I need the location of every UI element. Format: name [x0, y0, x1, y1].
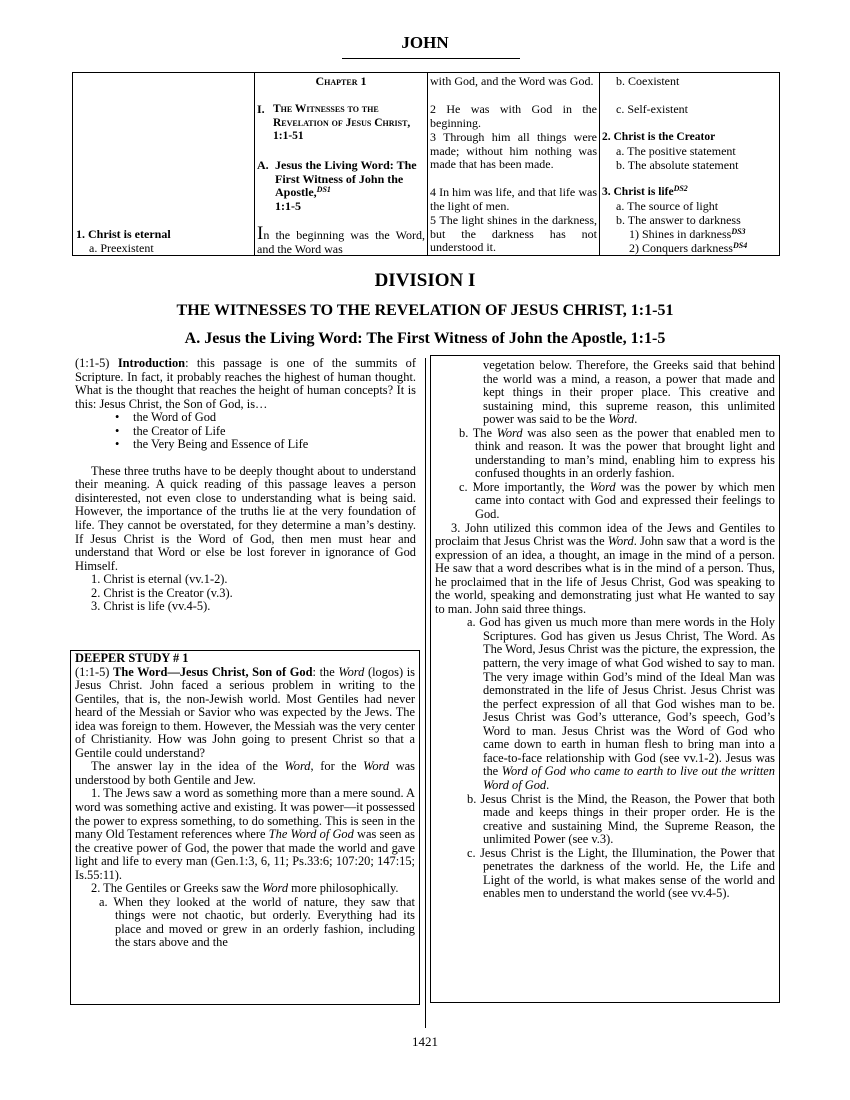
intro-point: 1. Christ is eternal (vv.1-2).: [91, 572, 228, 587]
outline-section-title: Jesus the Living Word: The First Witness of John the Apostle,: [275, 158, 417, 200]
outline-point-3b1-text: 1) Shines in darkness: [629, 227, 732, 241]
continued-subpoint: [435, 481, 775, 522]
outline-table: [72, 72, 780, 256]
section-title: THE WITNESSES TO THE REVELATION OF JESUS CHRIST, 1:1-51: [176, 302, 674, 319]
outline-point-3b1: [629, 228, 779, 242]
intro-block: [75, 357, 416, 614]
text-run: . John saw that a word is the expression of an idea, a thought, an image in the mind of a person. He saw that a word describes what is in the mind of a person. Thus, he proclaimed that in the life of Jesus Christ, God was speaking to the world, speaking and demonstrating just what He wanted to say to man. John said three things.: [435, 534, 775, 616]
intro-point: 3. Christ is life (vv.4-5).: [91, 599, 211, 614]
verse-1-dropcap: I: [257, 223, 264, 244]
text-run: (logos) is Jesus Christ. John faced a serious problem in writing to the Gentiles, that is, the non-Jewish world. Most Gentiles had never heard of the Messiah or Savior who was expected by the Jews. The idea was foreign to them. However, the Messiah was the very center of Christianity. How was John going to present Christ so that a Gentile could understand?: [75, 664, 415, 760]
verse-1-cont: with God, and the Word was God.: [430, 74, 594, 88]
division-title: DIVISION I: [374, 270, 476, 291]
text-run: was understood by both Gentile and Jew.: [75, 759, 415, 787]
italic-term: Word: [608, 412, 635, 427]
text-run: was the power by which men came into contact with God and expressed their feelings to God.: [475, 479, 775, 522]
outline-point-2a: a. The positive statement: [616, 144, 736, 158]
outline-chapter: Chapter 1: [315, 74, 367, 88]
italic-term: The Word of God: [268, 827, 354, 842]
deeper-study-paragraph: [75, 882, 415, 896]
outline-point-3a: a. The source of light: [616, 199, 719, 213]
text-run: : the: [312, 664, 339, 679]
outline-point-1b: b. Coexistent: [616, 74, 680, 88]
intro-paragraph: [75, 357, 416, 411]
verse-5: 5 The light shines in the darkness, but the darkness has not understood it.: [430, 213, 597, 255]
continued-subpoint: [435, 616, 775, 792]
intro-text: : this passage is one of the summits of Scripture. In fact, it probably reaches the highest of human thought. What is the thought that reaches the height of human concepts? It is this: Jesus Christ, the Son of God, is…: [75, 356, 416, 411]
italic-term: Word of God who came to earth to live out the written Word of God: [483, 764, 775, 792]
intro-ref: (1:1-5): [75, 356, 110, 370]
header-rule: [342, 58, 520, 59]
outline-point-3b1-ds: DS3: [731, 227, 746, 236]
outline-divider: [599, 73, 600, 255]
page-number: 1421: [412, 1034, 438, 1049]
intro-point: 2. Christ is the Creator (v.3).: [91, 585, 233, 600]
verse-1-text: n the beginning was the Word, and the Word was: [257, 228, 425, 256]
intro-paragraph-2: These three truths have to be deeply thought about to understand their meaning. A quick reading of this passage leaves a person disinterested, not even close to understanding what is being said. However, the importance of the truths lie at the very foundation of life. They cannot be overstated, for they determine a man’s destiny. If Jesus Christ is the Word of God, then men must hear and understand that Word or else be lost forever in ignorance of God Himself.: [75, 463, 416, 573]
text-run: more philosophically.: [288, 881, 399, 896]
italic-term: Word: [284, 759, 311, 774]
italic-term: Word: [607, 534, 634, 549]
intro-label: Introduction: [117, 356, 186, 370]
deeper-study-subpoint: a. When they looked at the world of nature, they saw that things were not chaotic, but orderly. Everything had its place and moved or grew in an orderly fashion, including the stars above and the: [99, 894, 415, 950]
outline-point-1c: c. Self-existent: [616, 102, 688, 116]
deeper-study-continued-box: [430, 355, 780, 1003]
continued-paragraph: [435, 522, 775, 617]
outline-divider: [254, 73, 255, 255]
subsection-title: A. Jesus the Living Word: The First Witness of John the Apostle, 1:1-5: [184, 330, 666, 347]
continued-subpoint: b. Jesus Christ is the Mind, the Reason, the Power that both made and keeps things in their proper order. He is the creative and sustaining Mind, the Supreme Reason, the unlimited Power (see v.3).: [467, 791, 775, 847]
italic-term: Word: [363, 759, 390, 774]
deeper-study-box: [70, 650, 420, 1005]
text-run: .: [634, 412, 638, 427]
outline-part: [257, 103, 425, 144]
continued-paragraph: [435, 359, 775, 427]
verse-4: 4 In him was life, and that life was the light of men.: [430, 185, 597, 213]
text-run: 1. The Jews saw a word as something more than a mere sound. A word was something active and existing. It was power—it possessed the power to express something, to do something. This is seen in the many Old Testament references where: [75, 786, 415, 842]
outline-point-2: 2. Christ is the Creator: [602, 131, 716, 143]
outline-divider: [427, 73, 428, 255]
text-run: was seen as the creative power of God, the power that made the world and gave light and life to every man (Gen.1:3, 6, 11; Ps.33:6; 107:20; 147:15; Is.55:11).: [75, 827, 416, 882]
running-head: JOHN: [401, 33, 449, 52]
italic-term: Word: [262, 881, 289, 896]
intro-bullet: • the Word of God: [75, 411, 416, 425]
italic-term: Word: [496, 425, 523, 440]
text-run: 3. John utilized this common idea of the Jews and Gentiles to proclaim that Jesus Christ was the: [435, 520, 775, 549]
outline-point-3b2: [629, 242, 779, 256]
outline-section: [257, 159, 425, 213]
text-run: b. The: [459, 425, 497, 440]
text-run: was also seen as the power that enabled men to think and reason. It was the power that brought light and understanding to man’s mind, enabling him to express his confused thoughts in an orderly fashion.: [475, 425, 775, 481]
outline-point-3b2-ds: DS4: [732, 241, 748, 250]
outline-section-ref: 1:1-5: [275, 198, 301, 213]
outline-point-3b2-text: 2) Conquers darkness: [629, 241, 733, 255]
outline-point-2b: b. The absolute statement: [616, 158, 739, 172]
deeper-study-title: The Word—Jesus Christ, Son of God: [113, 664, 313, 679]
text-run: 2. The Gentiles or Greeks saw the: [91, 881, 263, 896]
continued-subpoint: c. Jesus Christ is the Light, the Illumination, the Power that penetrates the darkness of the world. He, the Life and Light of the world, is what makes sense of the world and enables men to understand the world (see vv.4-5).: [467, 845, 775, 901]
outline-point-3-ds: DS2: [673, 184, 688, 193]
outline-section-ds: DS1: [316, 185, 331, 195]
deeper-study-ref: (1:1-5): [75, 664, 110, 679]
outline-part-number: I.: [257, 102, 265, 116]
outline-section-letter: A.: [257, 158, 269, 172]
outline-point-3b: b. The answer to darkness: [616, 213, 741, 227]
outline-point-1: 1. Christ is eternal: [76, 227, 171, 241]
outline-part-title: The Witnesses to the Revelation of Jesus Christ, 1:1-51: [273, 103, 411, 143]
verse-3: 3 Through him all things were made; without him nothing was made that has been made.: [430, 130, 597, 172]
deeper-study-paragraph: [75, 760, 415, 787]
intro-bullet: • the Creator of Life: [75, 425, 416, 439]
column-rule: [425, 358, 426, 1028]
verse-2: 2 He was with God in the beginning.: [430, 102, 597, 130]
text-run: The answer lay in the idea of the: [91, 759, 285, 774]
text-run: vegetation below. Therefore, the Greeks said that behind the world was a mind, a reason, a power that made and kept things in their proper place. This creative and sustaining mind, this supreme reason, this unlimited power was said to be the: [483, 358, 775, 427]
deeper-study-paragraph: [75, 666, 415, 761]
italic-term: Word: [338, 664, 365, 679]
deeper-study-heading: DEEPER STUDY # 1: [75, 651, 189, 665]
text-run: c. More importantly, the: [459, 479, 590, 494]
italic-term: Word: [589, 479, 616, 494]
text-run: .: [546, 777, 550, 792]
deeper-study-paragraph: [75, 787, 415, 882]
outline-point-1a: a. Preexistent: [89, 241, 154, 255]
continued-subpoint: [435, 427, 775, 481]
intro-bullet: • the Very Being and Essence of Life: [75, 438, 416, 452]
outline-point-3-text: 3. Christ is life: [602, 186, 674, 198]
outline-point-3: [602, 186, 777, 200]
text-run: , for the: [310, 759, 364, 774]
verse-1: [257, 223, 425, 256]
text-run: a. God has given us much more than mere words in the Holy Scriptures. God has given us Jesus Christ, The Word. As The Word, Jesus Christ was the picture, the expression, the pattern, the very image of what God wished to say to man. The very image within God’s mind of the Ideal Man was demonstrated in the life of Jesus Christ. Jesus Christ was the perfect expression of all that God wishes man to be. Jesus Christ was God’s utterance, God’s speech, God’s Word to man. Jesus Christ was the Word of God who came down to earth in human flesh to bring man into a face-to-face relationship with God (see vv.1-2). Jesus was the: [467, 615, 775, 779]
